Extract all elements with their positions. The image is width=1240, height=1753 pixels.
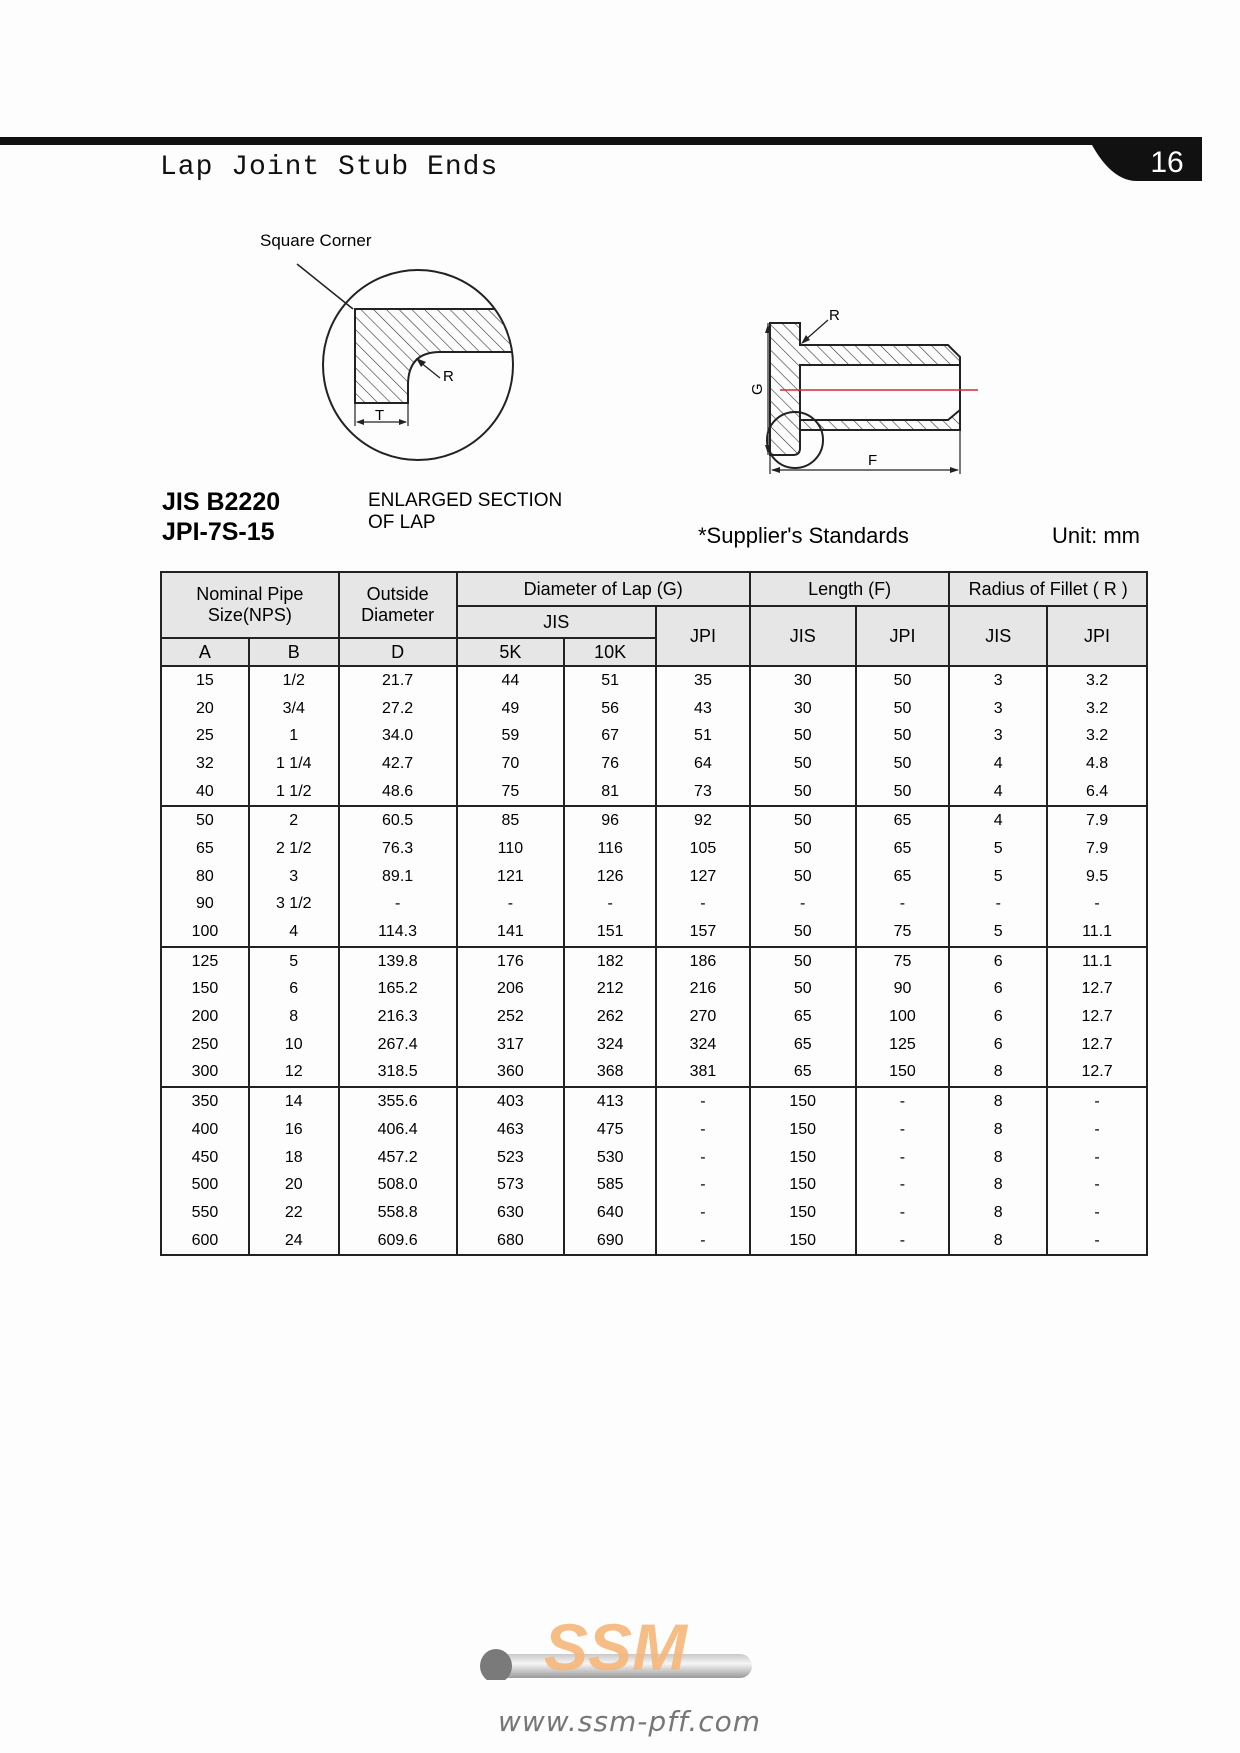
table-cell: 8	[949, 1227, 1047, 1256]
table-cell: -	[656, 891, 750, 919]
table-cell: 127	[656, 863, 750, 891]
table-cell: 523	[457, 1144, 565, 1172]
table-cell: 60.5	[339, 806, 457, 835]
square-corner-label: Square Corner	[260, 231, 372, 250]
table-cell: 360	[457, 1059, 565, 1088]
table-cell: 267.4	[339, 1031, 457, 1059]
table-cell: 11.1	[1047, 947, 1147, 976]
table-cell: 6	[249, 976, 339, 1004]
table-cell: 76	[564, 750, 656, 778]
table-row	[161, 1003, 1147, 1031]
table-cell: 150	[750, 1144, 856, 1172]
table-row	[161, 976, 1147, 1004]
table-cell: 3	[949, 695, 1047, 723]
table-cell: 75	[856, 918, 950, 947]
table-cell: -	[856, 1116, 950, 1144]
header-outside: Outside Diameter	[339, 572, 457, 638]
table-cell: 10	[249, 1031, 339, 1059]
table-cell: -	[856, 1171, 950, 1199]
table-cell: 413	[564, 1087, 656, 1116]
table-cell: 9.5	[1047, 863, 1147, 891]
table-row	[161, 1059, 1147, 1088]
table-cell: 530	[564, 1144, 656, 1172]
table-cell: 600	[161, 1227, 249, 1256]
table-cell: 450	[161, 1144, 249, 1172]
table-cell: 25	[161, 722, 249, 750]
table-cell: 250	[161, 1031, 249, 1059]
table-row	[161, 695, 1147, 723]
table-cell: 24	[249, 1227, 339, 1256]
table-row	[161, 891, 1147, 919]
standard-jis: JIS B2220	[162, 488, 281, 516]
header-lap-jis: JIS	[457, 606, 657, 638]
table-cell: 3.2	[1047, 666, 1147, 695]
table-cell: 8	[949, 1116, 1047, 1144]
table-cell: 125	[161, 947, 249, 976]
table-cell: 35	[656, 666, 750, 695]
table-cell: 21.7	[339, 666, 457, 695]
table-cell: 114.3	[339, 918, 457, 947]
table-cell: 12.7	[1047, 976, 1147, 1004]
table-cell: 65	[856, 806, 950, 835]
table-cell: 4.8	[1047, 750, 1147, 778]
table-row	[161, 1171, 1147, 1199]
table-cell: -	[656, 1227, 750, 1256]
table-row	[161, 1227, 1147, 1256]
table-cell: -	[1047, 1087, 1147, 1116]
table-cell: 90	[161, 891, 249, 919]
table-cell: 186	[656, 947, 750, 976]
table-cell: 12.7	[1047, 1003, 1147, 1031]
table-cell: 150	[161, 976, 249, 1004]
table-cell: 3	[949, 722, 1047, 750]
table-cell: 121	[457, 863, 565, 891]
table-cell: 50	[750, 835, 856, 863]
table-cell: -	[457, 891, 565, 919]
table-cell: 5	[949, 835, 1047, 863]
table-cell: 92	[656, 806, 750, 835]
table-cell: 200	[161, 1003, 249, 1031]
table-cell: 6	[949, 947, 1047, 976]
table-cell: 65	[750, 1003, 856, 1031]
dimension-table	[160, 571, 1148, 1256]
table-cell: 65	[161, 835, 249, 863]
table-cell: 12	[249, 1059, 339, 1088]
header-radius: Radius of Fillet ( R )	[949, 572, 1147, 606]
table-cell: 16	[249, 1116, 339, 1144]
enlarged-section-label-2: OF LAP	[368, 512, 436, 533]
table-cell: 8	[949, 1059, 1047, 1088]
table-cell: 2 1/2	[249, 835, 339, 863]
table-cell: 8	[949, 1199, 1047, 1227]
table-cell: 75	[457, 778, 565, 807]
table-cell: 76.3	[339, 835, 457, 863]
thickness-label: T	[375, 407, 385, 424]
table-cell: 73	[656, 778, 750, 807]
table-cell: 350	[161, 1087, 249, 1116]
table-cell: 150	[750, 1116, 856, 1144]
table-cell: -	[750, 891, 856, 919]
table-cell: 139.8	[339, 947, 457, 976]
table-cell: -	[1047, 891, 1147, 919]
table-cell: -	[949, 891, 1047, 919]
table-cell: 64	[656, 750, 750, 778]
table-cell: -	[1047, 1116, 1147, 1144]
table-cell: 8	[949, 1171, 1047, 1199]
table-cell: 690	[564, 1227, 656, 1256]
header-5k: 5K	[457, 638, 565, 666]
table-cell: -	[656, 1144, 750, 1172]
table-cell: 206	[457, 976, 565, 1004]
table-cell: 70	[457, 750, 565, 778]
table-cell: 50	[750, 947, 856, 976]
table-cell: 5	[949, 918, 1047, 947]
table-cell: 22	[249, 1199, 339, 1227]
radius-label-stub: R	[829, 307, 840, 324]
table-cell: 165.2	[339, 976, 457, 1004]
table-cell: 1/2	[249, 666, 339, 695]
table-cell: 216	[656, 976, 750, 1004]
header-b: B	[249, 638, 339, 666]
table-cell: 4	[949, 750, 1047, 778]
table-cell: 43	[656, 695, 750, 723]
table-cell: 3	[949, 666, 1047, 695]
table-row	[161, 666, 1147, 695]
table-cell: 318.5	[339, 1059, 457, 1088]
stub-end-drawing	[749, 307, 978, 474]
table-cell: 5	[249, 947, 339, 976]
table-cell: 50	[856, 778, 950, 807]
table-cell: 50	[750, 976, 856, 1004]
table-cell: 680	[457, 1227, 565, 1256]
table-cell: 1	[249, 722, 339, 750]
table-cell: 20	[161, 695, 249, 723]
table-cell: 3 1/2	[249, 891, 339, 919]
table-cell: 125	[856, 1031, 950, 1059]
table-cell: 4	[249, 918, 339, 947]
table-cell: 400	[161, 1116, 249, 1144]
table-cell: -	[856, 1144, 950, 1172]
table-cell: 51	[656, 722, 750, 750]
table-cell: 50	[856, 666, 950, 695]
standard-jpi: JPI-7S-15	[162, 518, 275, 546]
website-url: www.ssm-pff.com	[498, 1705, 762, 1738]
table-cell: 12.7	[1047, 1059, 1147, 1088]
table-cell: 50	[856, 695, 950, 723]
header-lap: Diameter of Lap (G)	[457, 572, 750, 606]
table-cell: -	[1047, 1171, 1147, 1199]
table-cell: -	[856, 1087, 950, 1116]
header-radius-jis: JIS	[949, 606, 1047, 666]
table-row	[161, 1031, 1147, 1059]
table-cell: 100	[161, 918, 249, 947]
table-cell: 110	[457, 835, 565, 863]
table-cell: 508.0	[339, 1171, 457, 1199]
ssm-logo	[474, 1610, 764, 1680]
table-row	[161, 947, 1147, 976]
table-cell: 609.6	[339, 1227, 457, 1256]
header-nominal: Nominal Pipe Size(NPS)	[161, 572, 339, 638]
table-cell: 573	[457, 1171, 565, 1199]
table-cell: 6	[949, 1031, 1047, 1059]
table-cell: 150	[750, 1199, 856, 1227]
table-cell: 403	[457, 1087, 565, 1116]
table-cell: 475	[564, 1116, 656, 1144]
table-cell: 65	[856, 835, 950, 863]
table-cell: 150	[750, 1087, 856, 1116]
table-cell: 216.3	[339, 1003, 457, 1031]
table-cell: 100	[856, 1003, 950, 1031]
table-cell: 49	[457, 695, 565, 723]
header-length: Length (F)	[750, 572, 950, 606]
table-cell: 34.0	[339, 722, 457, 750]
table-cell: 8	[949, 1144, 1047, 1172]
header-10k: 10K	[564, 638, 656, 666]
table-cell: 90	[856, 976, 950, 1004]
table-cell: 40	[161, 778, 249, 807]
table-row	[161, 918, 1147, 947]
table-cell: 85	[457, 806, 565, 835]
table-cell: 14	[249, 1087, 339, 1116]
table-cell: 150	[856, 1059, 950, 1088]
table-row	[161, 1087, 1147, 1116]
table-cell: 317	[457, 1031, 565, 1059]
table-cell: 630	[457, 1199, 565, 1227]
enlarged-section-label: ENLARGED SECTION	[368, 490, 563, 511]
table-cell: -	[339, 891, 457, 919]
table-cell: -	[656, 1087, 750, 1116]
table-row	[161, 1144, 1147, 1172]
table-cell: -	[1047, 1144, 1147, 1172]
table-cell: 324	[564, 1031, 656, 1059]
header-length-jpi: JPI	[856, 606, 950, 666]
diameter-label: G	[749, 383, 766, 395]
table-cell: 406.4	[339, 1116, 457, 1144]
table-cell: 500	[161, 1171, 249, 1199]
table-row	[161, 778, 1147, 807]
header-a: A	[161, 638, 249, 666]
table-cell: 150	[750, 1171, 856, 1199]
unit-label: Unit: mm	[1052, 523, 1140, 548]
table-cell: 50	[856, 722, 950, 750]
table-row	[161, 1199, 1147, 1227]
table-cell: 50	[750, 918, 856, 947]
table-cell: 75	[856, 947, 950, 976]
table-cell: 105	[656, 835, 750, 863]
table-cell: 80	[161, 863, 249, 891]
table-cell: 324	[656, 1031, 750, 1059]
table-cell: 355.6	[339, 1087, 457, 1116]
table-cell: 4	[949, 806, 1047, 835]
table-cell: 270	[656, 1003, 750, 1031]
table-cell: 18	[249, 1144, 339, 1172]
table-cell: 4	[949, 778, 1047, 807]
table-cell: 67	[564, 722, 656, 750]
table-cell: 27.2	[339, 695, 457, 723]
header-d: D	[339, 638, 457, 666]
table-cell: 50	[750, 722, 856, 750]
table-cell: 6.4	[1047, 778, 1147, 807]
table-cell: 11.1	[1047, 918, 1147, 947]
table-cell: 50	[750, 750, 856, 778]
table-cell: 262	[564, 1003, 656, 1031]
table-cell: 381	[656, 1059, 750, 1088]
table-cell: 1 1/2	[249, 778, 339, 807]
table-cell: 20	[249, 1171, 339, 1199]
table-cell: 51	[564, 666, 656, 695]
table-cell: 150	[750, 1227, 856, 1256]
table-cell: 141	[457, 918, 565, 947]
table-cell: 56	[564, 695, 656, 723]
table-cell: 5	[949, 863, 1047, 891]
header-length-jis: JIS	[750, 606, 856, 666]
table-cell: 65	[750, 1059, 856, 1088]
table-cell: 32	[161, 750, 249, 778]
table-cell: 126	[564, 863, 656, 891]
table-cell: 176	[457, 947, 565, 976]
table-cell: 15	[161, 666, 249, 695]
table-cell: 30	[750, 695, 856, 723]
table-cell: 2	[249, 806, 339, 835]
table-cell: 3.2	[1047, 695, 1147, 723]
table-cell: 48.6	[339, 778, 457, 807]
table-cell: 300	[161, 1059, 249, 1088]
table-cell: 65	[856, 863, 950, 891]
table-cell: 3.2	[1047, 722, 1147, 750]
table-cell: 50	[750, 778, 856, 807]
table-cell: 463	[457, 1116, 565, 1144]
table-cell: 116	[564, 835, 656, 863]
table-cell: 457.2	[339, 1144, 457, 1172]
table-cell: -	[656, 1199, 750, 1227]
table-row	[161, 750, 1147, 778]
logo-text: SSM	[544, 1610, 688, 1680]
table-row	[161, 806, 1147, 835]
table-cell: 65	[750, 1031, 856, 1059]
page-title: Lap Joint Stub Ends	[160, 152, 499, 183]
table-cell: -	[856, 1199, 950, 1227]
table-cell: 50	[750, 863, 856, 891]
table-body	[161, 666, 1147, 1255]
table-cell: -	[1047, 1227, 1147, 1256]
table-cell: 96	[564, 806, 656, 835]
table-cell: 558.8	[339, 1199, 457, 1227]
header-lap-jpi: JPI	[656, 606, 750, 666]
table-cell: -	[656, 1116, 750, 1144]
radius-label-enlarged: R	[443, 368, 454, 385]
table-cell: 157	[656, 918, 750, 947]
table-cell: 50	[161, 806, 249, 835]
table-cell: 44	[457, 666, 565, 695]
length-label: F	[868, 452, 878, 469]
table-cell: 212	[564, 976, 656, 1004]
table-cell: 182	[564, 947, 656, 976]
table-cell: 6	[949, 976, 1047, 1004]
table-cell: 3	[249, 863, 339, 891]
table-cell: 81	[564, 778, 656, 807]
table-cell: 585	[564, 1171, 656, 1199]
table-cell: 1 1/4	[249, 750, 339, 778]
table-cell: 7.9	[1047, 835, 1147, 863]
table-cell: 550	[161, 1199, 249, 1227]
table-row	[161, 1116, 1147, 1144]
table-cell: -	[856, 891, 950, 919]
table-cell: -	[564, 891, 656, 919]
table-cell: 12.7	[1047, 1031, 1147, 1059]
table-cell: 42.7	[339, 750, 457, 778]
table-row	[161, 835, 1147, 863]
table-cell: 89.1	[339, 863, 457, 891]
table-cell: -	[1047, 1199, 1147, 1227]
table-cell: 59	[457, 722, 565, 750]
table-cell: 8	[949, 1087, 1047, 1116]
supplier-note: *Supplier's Standards	[698, 523, 909, 548]
table-cell: 50	[750, 806, 856, 835]
header-radius-jpi: JPI	[1047, 606, 1147, 666]
table-cell: 368	[564, 1059, 656, 1088]
table-cell: -	[656, 1171, 750, 1199]
table-cell: 30	[750, 666, 856, 695]
table-cell: 8	[249, 1003, 339, 1031]
page-number: 16	[1150, 146, 1184, 179]
table-cell: -	[856, 1227, 950, 1256]
table-row	[161, 863, 1147, 891]
enlarged-section-drawing	[297, 264, 520, 460]
table-cell: 6	[949, 1003, 1047, 1031]
table-cell: 151	[564, 918, 656, 947]
table-cell: 50	[856, 750, 950, 778]
table-cell: 7.9	[1047, 806, 1147, 835]
table-cell: 252	[457, 1003, 565, 1031]
technical-drawing	[0, 0, 1240, 520]
table-row	[161, 722, 1147, 750]
table-cell: 3/4	[249, 695, 339, 723]
table-cell: 640	[564, 1199, 656, 1227]
